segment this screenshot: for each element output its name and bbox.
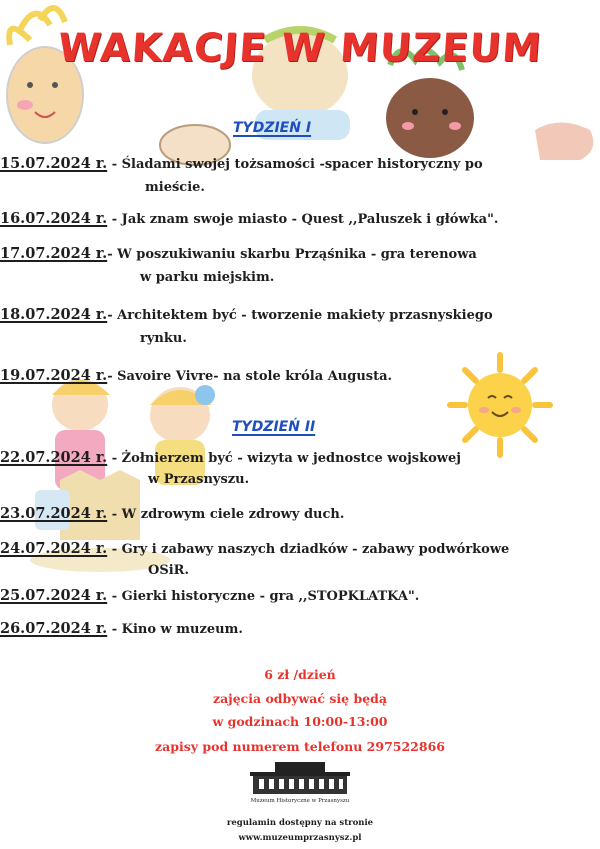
- event-date: 19.07.2024 r.: [0, 367, 108, 384]
- event-date: 23.07.2024 r.: [0, 505, 108, 522]
- info-line-1: zajęcia odbywać się będą: [212, 691, 387, 706]
- event-date: 17.07.2024 r.: [0, 245, 108, 262]
- event-text-cont: w Przasnyszu.: [148, 472, 250, 487]
- event-text: Żołnierzem być - wizyta w jednostce wojskowej: [121, 451, 461, 466]
- event-text: W poszukiwaniu skarbu Prząśnika - gra terenowa: [117, 247, 477, 262]
- event-text-cont: w parku miejskim.: [140, 270, 275, 285]
- event-date: 24.07.2024 r.: [0, 540, 108, 557]
- event-date: 18.07.2024 r.: [0, 306, 108, 323]
- event-date: 25.07.2024 r.: [0, 587, 108, 604]
- event-text: Śladami swojej tożsamości -spacer historyczny po: [121, 157, 483, 172]
- event-date: 16.07.2024 r.: [0, 210, 108, 227]
- event-text: Architektem być - tworzenie makiety przasnyskiego: [117, 308, 493, 323]
- event-text-cont: mieście.: [145, 180, 205, 195]
- event-text: W zdrowym ciele zdrowy duch.: [121, 507, 345, 522]
- event-text-cont: OSiR.: [148, 563, 189, 578]
- museum-logo-caption: Muzeum Historyczne w Przasnyszu: [250, 798, 350, 804]
- sun-illustration: [450, 355, 550, 455]
- event-text: Jak znam swoje miasto - Quest ,,Paluszek i główka".: [121, 212, 499, 227]
- info-line-3: zapisy pod numerem telefonu 297522866: [155, 739, 445, 754]
- info-line-2: w godzinach 10:00-13:00: [212, 714, 388, 729]
- event-text: Savoire Vivre- na stole króla Augusta.: [117, 369, 393, 384]
- kid-corner-illustration: [535, 123, 593, 161]
- footer-website: www.muzeumprzasnysz.pl: [238, 833, 362, 843]
- event-text: Kino w muzeum.: [121, 622, 243, 637]
- price-text: 6 zł /dzień: [264, 667, 336, 682]
- event-text-cont: rynku.: [140, 331, 187, 346]
- page-title: WAKACJE W MUZEUM: [56, 26, 544, 71]
- museum-logo: [245, 760, 355, 800]
- week-2-heading: TYDZIEŃ II: [232, 419, 316, 435]
- week-1-heading: TYDZIEŃ I: [233, 120, 312, 136]
- event-date: 26.07.2024 r.: [0, 620, 108, 637]
- event-date: 15.07.2024 r.: [0, 155, 108, 172]
- footer-line-1: regulamin dostępny na stronie: [226, 818, 374, 828]
- event-text: Gry i zabawy naszych dziadków - zabawy podwórkowe: [121, 542, 510, 557]
- event-date: 22.07.2024 r.: [0, 449, 108, 466]
- event-text: Gierki historyczne - gra ,,STOPKLATKA".: [121, 589, 420, 604]
